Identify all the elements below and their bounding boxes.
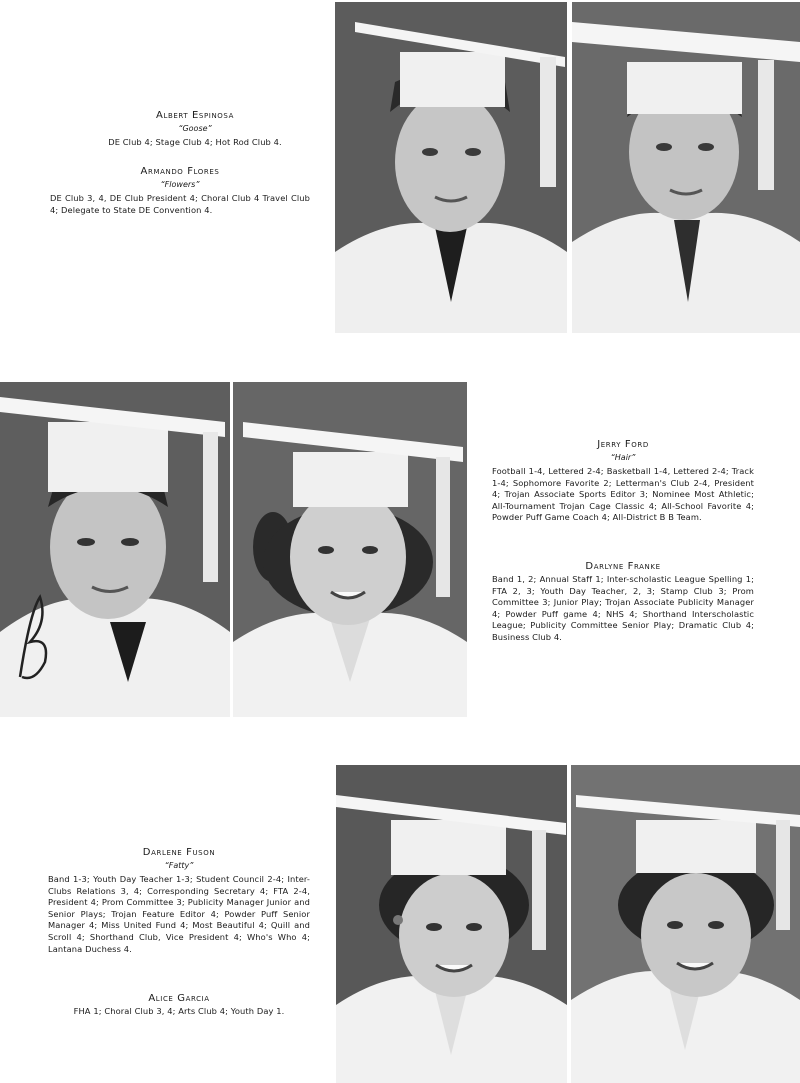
student-name: Albert Espinosa — [156, 110, 234, 121]
bio-armando-flores — [50, 165, 310, 224]
student-activities: Band 1, 2; Annual Staff 1; Inter-scholastic League Spelling 1; FTA 2, 3; Youth Day Teacher, 2, 3; Stamp Club 3; Prom Committee 3; Junior Play; Trojan Associate Publicity Manager 4; Powder Puff game 4; NHS 4; Shorthand Interscholastic League; Publicity Committee Senior Play; Dramatic Club 4; Business Club 4. — [492, 574, 754, 642]
student-activities: DE Club 4; Stage Club 4; Hot Rod Club 4. — [108, 137, 282, 147]
student-name: Darlyne Franke — [585, 561, 661, 572]
bio-darlene-fuson — [48, 846, 310, 963]
bio-jerry-ford — [492, 438, 754, 532]
student-activities: DE Club 3, 4, DE Club President 4; Choral Club 4 Travel Club 4; Delegate to State DE Convention 4. — [50, 193, 310, 215]
portrait-male-icon — [335, 2, 567, 333]
student-activities: Football 1-4, Lettered 2-4; Basketball 1-4, Lettered 2-4; Track 1-4; Sophomore Favorite 2; Letterman's Club 2-4, President 4; Trojan Associate Sports Editor 3; Nominee Most Athletic; All-Tournament Trojan Cage Classic 4; All-School Favorite 4; Powder Puff Game Coach 4; All-District B B Team. — [492, 466, 754, 523]
portrait-female-icon — [571, 765, 800, 1083]
student-nickname: “Fatty” — [164, 861, 194, 870]
student-name: Alice Garcia — [148, 993, 210, 1004]
photo-alice-garcia — [571, 765, 800, 1083]
portrait-female-icon — [336, 765, 567, 1083]
photo-albert-espinosa — [335, 2, 567, 333]
student-activities: FHA 1; Choral Club 3, 4; Arts Club 4; Youth Day 1. — [73, 1006, 285, 1016]
portrait-female-icon — [233, 382, 467, 717]
portrait-male-icon — [572, 2, 800, 333]
student-activities: Band 1-3; Youth Day Teacher 1-3; Student Council 2-4; Inter-Clubs Relations 3, 4; Corresponding Secretary 4; FTA 2-4, President 4; Prom Committee 3; Publicity Manager Junior and Senior Plays; Trojan Feature Editor 4; Powder Puff Senior Manager 4; Miss United Fund 4; Most Beautiful 4; Quill and Scroll 4; Shorthand Club, Vice President 4; Who's Who 4; Lantana Duchess 4. — [48, 874, 310, 954]
student-nickname: “Goose” — [178, 124, 212, 133]
student-nickname: “Flowers” — [160, 180, 200, 189]
student-name: Jerry Ford — [597, 439, 649, 450]
student-nickname: “Hair” — [610, 453, 636, 462]
photo-darlyne-franke — [233, 382, 467, 717]
portrait-male-icon — [0, 382, 230, 717]
student-name: Darlene Fuson — [142, 847, 216, 858]
bio-alice-garcia — [48, 992, 310, 1026]
photo-darlene-fuson — [336, 765, 567, 1083]
photo-jerry-ford — [0, 382, 230, 717]
bio-albert-espinosa — [60, 109, 330, 157]
bio-darlyne-franke — [492, 560, 754, 652]
photo-armando-flores — [572, 2, 800, 333]
student-name: Armando Flores — [140, 166, 220, 177]
